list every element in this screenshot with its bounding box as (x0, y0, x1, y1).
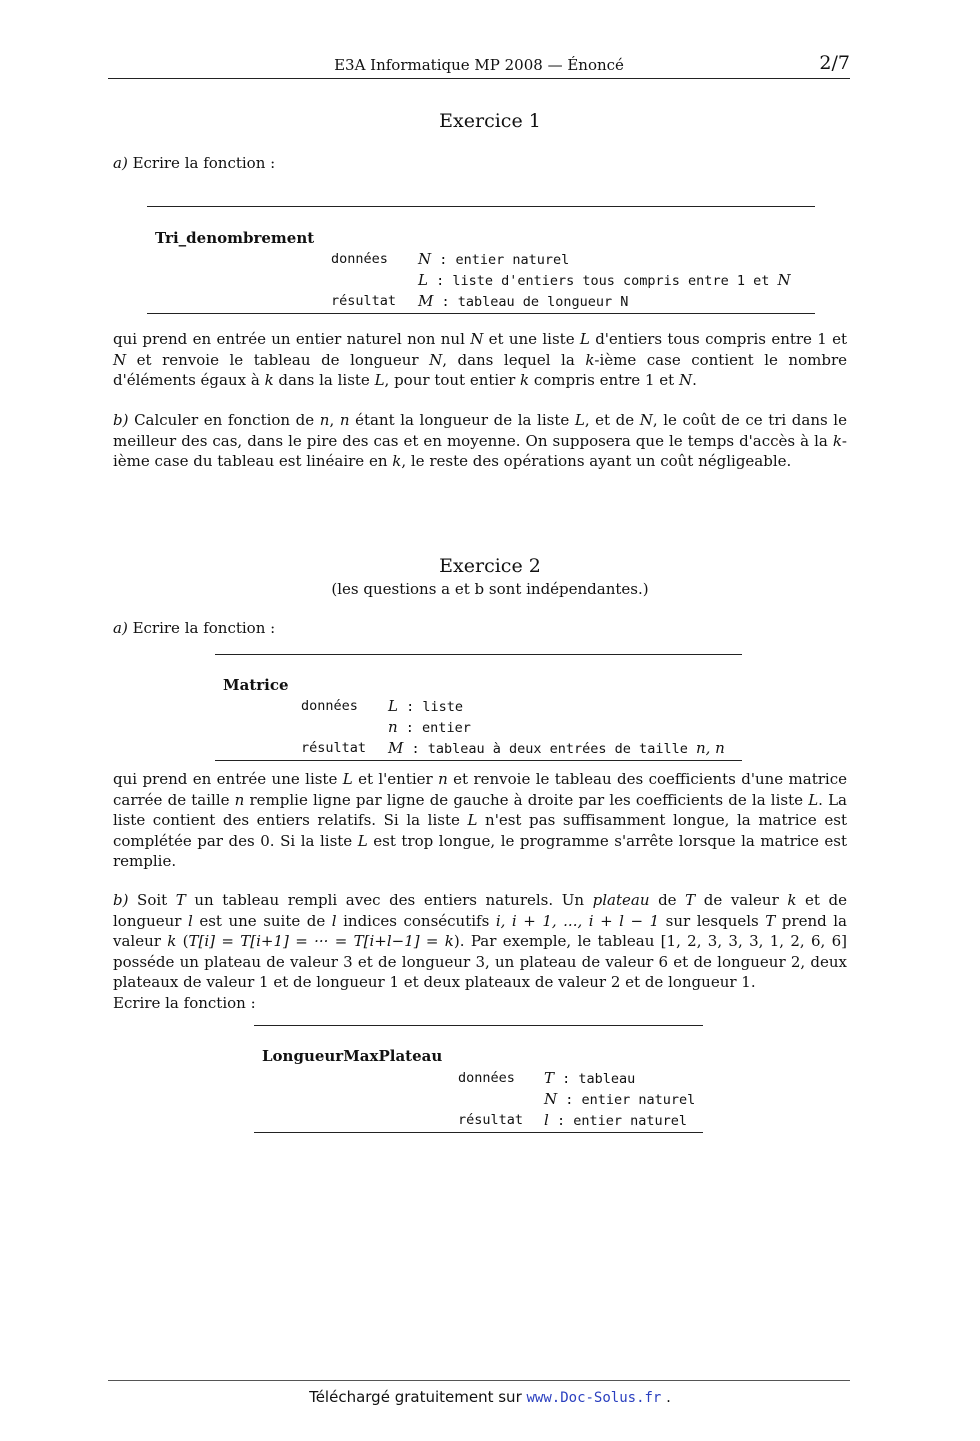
func2-top-rule (215, 654, 742, 655)
func1-top-rule (147, 206, 815, 207)
func2-name: Matrice (223, 676, 289, 694)
func3-result: l : entier naturel (544, 1111, 687, 1129)
func3-data-2: N : entier naturel (544, 1090, 696, 1108)
page-header (108, 52, 850, 79)
exercise-2-subtitle: (les questions a et b sont indépendantes.) (331, 580, 649, 598)
func2-data-2: n : entier (388, 718, 471, 736)
ex2-para-a: qui prend en entrée une liste L et l'entier n et renvoie le tableau des coefficients d'une matrice carrée de taille n remplie ligne par ligne de gauche à droite par les coefficients de la liste L. La liste contient des entiers relatifs. Si la liste L n'est pas suffisamment longue, la matrice est complétée par des 0. Si la liste L est trop longue, le programme s'arrête lorsque la matrice est remplie. (113, 770, 847, 871)
ex1-para-b: b) Calculer en fonction de n, n étant la longueur de la liste L, et de N, le coût de ce tri dans le meilleur des cas, dans le pire des cas et en moyenne. On supposera que le temps d'accès à la k-ième case du tableau est linéaire en k, le reste des opérations ayant un coût négligeable. (113, 411, 847, 471)
exercise-1-title: Exercice 1 (439, 110, 541, 132)
exercise-2-title: Exercice 2 (439, 555, 541, 577)
func1-result: M : tableau de longueur N (418, 292, 629, 310)
header-title: E3A Informatique MP 2008 — Énoncé (334, 56, 624, 74)
func3-data-1: T : tableau (544, 1069, 636, 1087)
func3-top-rule (254, 1025, 703, 1026)
func3-donnees-label: données (458, 1070, 515, 1086)
func2-resultat-label: résultat (301, 740, 367, 756)
page-number: 2/7 (819, 52, 850, 74)
ex1-question-a: a) Ecrire la fonction : (113, 154, 276, 172)
func1-data-1: N : entier naturel (418, 250, 570, 268)
func3-resultat-label: résultat (458, 1112, 524, 1128)
ex1-para-a: qui prend en entrée un entier naturel non nul N et une liste L d'entiers tous compris entre 1 et N et renvoie le tableau de longueur N, dans lequel la k-ième case contient le nombre d'éléments égaux à k dans la liste L, pour tout entier k compris entre 1 et N. (113, 330, 848, 390)
func2-donnees-label: données (301, 698, 358, 714)
footer-rule (108, 1380, 850, 1381)
func1-data-2: L : liste d'entiers tous compris entre 1 et N (418, 271, 791, 289)
func1-resultat-label: résultat (331, 293, 397, 309)
doc-solus-link[interactable]: www.Doc-Solus.fr (526, 1390, 662, 1406)
func2-data-1: L : liste (388, 697, 463, 715)
ex2-para-b: b) Soit T un tableau rempli avec des entiers naturels. Un plateau de T de valeur k et de longueur l est une suite de l indices consécutifs i, i + 1, ..., i + l − 1 sur lesquels T prend la valeur k (T[i] = T[i+1] = ··· = T[i+l−1] = k). Par exemple, le tableau [1, 2, 3, 3, 3, 1, 2, 6, 6] posséde un plateau de valeur 3 et de longueur 3, un plateau de valeur 6 et de longueur 2, deux plateaux de valeur 1 et de longueur 1 et deux plateaux de valeur 2 et de longueur 1. Ecrire la fonction : (113, 891, 848, 1012)
func1-bottom-rule (147, 313, 815, 314)
func1-name: Tri_denombrement (155, 229, 315, 247)
func2-result: M : tableau à deux entrées de taille n, n (388, 739, 725, 757)
func3-name: LongueurMaxPlateau (262, 1047, 443, 1065)
ex2-question-a: a) Ecrire la fonction : (113, 619, 276, 637)
func2-bottom-rule (215, 760, 742, 761)
func3-bottom-rule (254, 1132, 703, 1133)
page-footer: Téléchargé gratuitement sur www.Doc-Solus.fr . (309, 1388, 671, 1406)
func1-donnees-label: données (331, 251, 388, 267)
